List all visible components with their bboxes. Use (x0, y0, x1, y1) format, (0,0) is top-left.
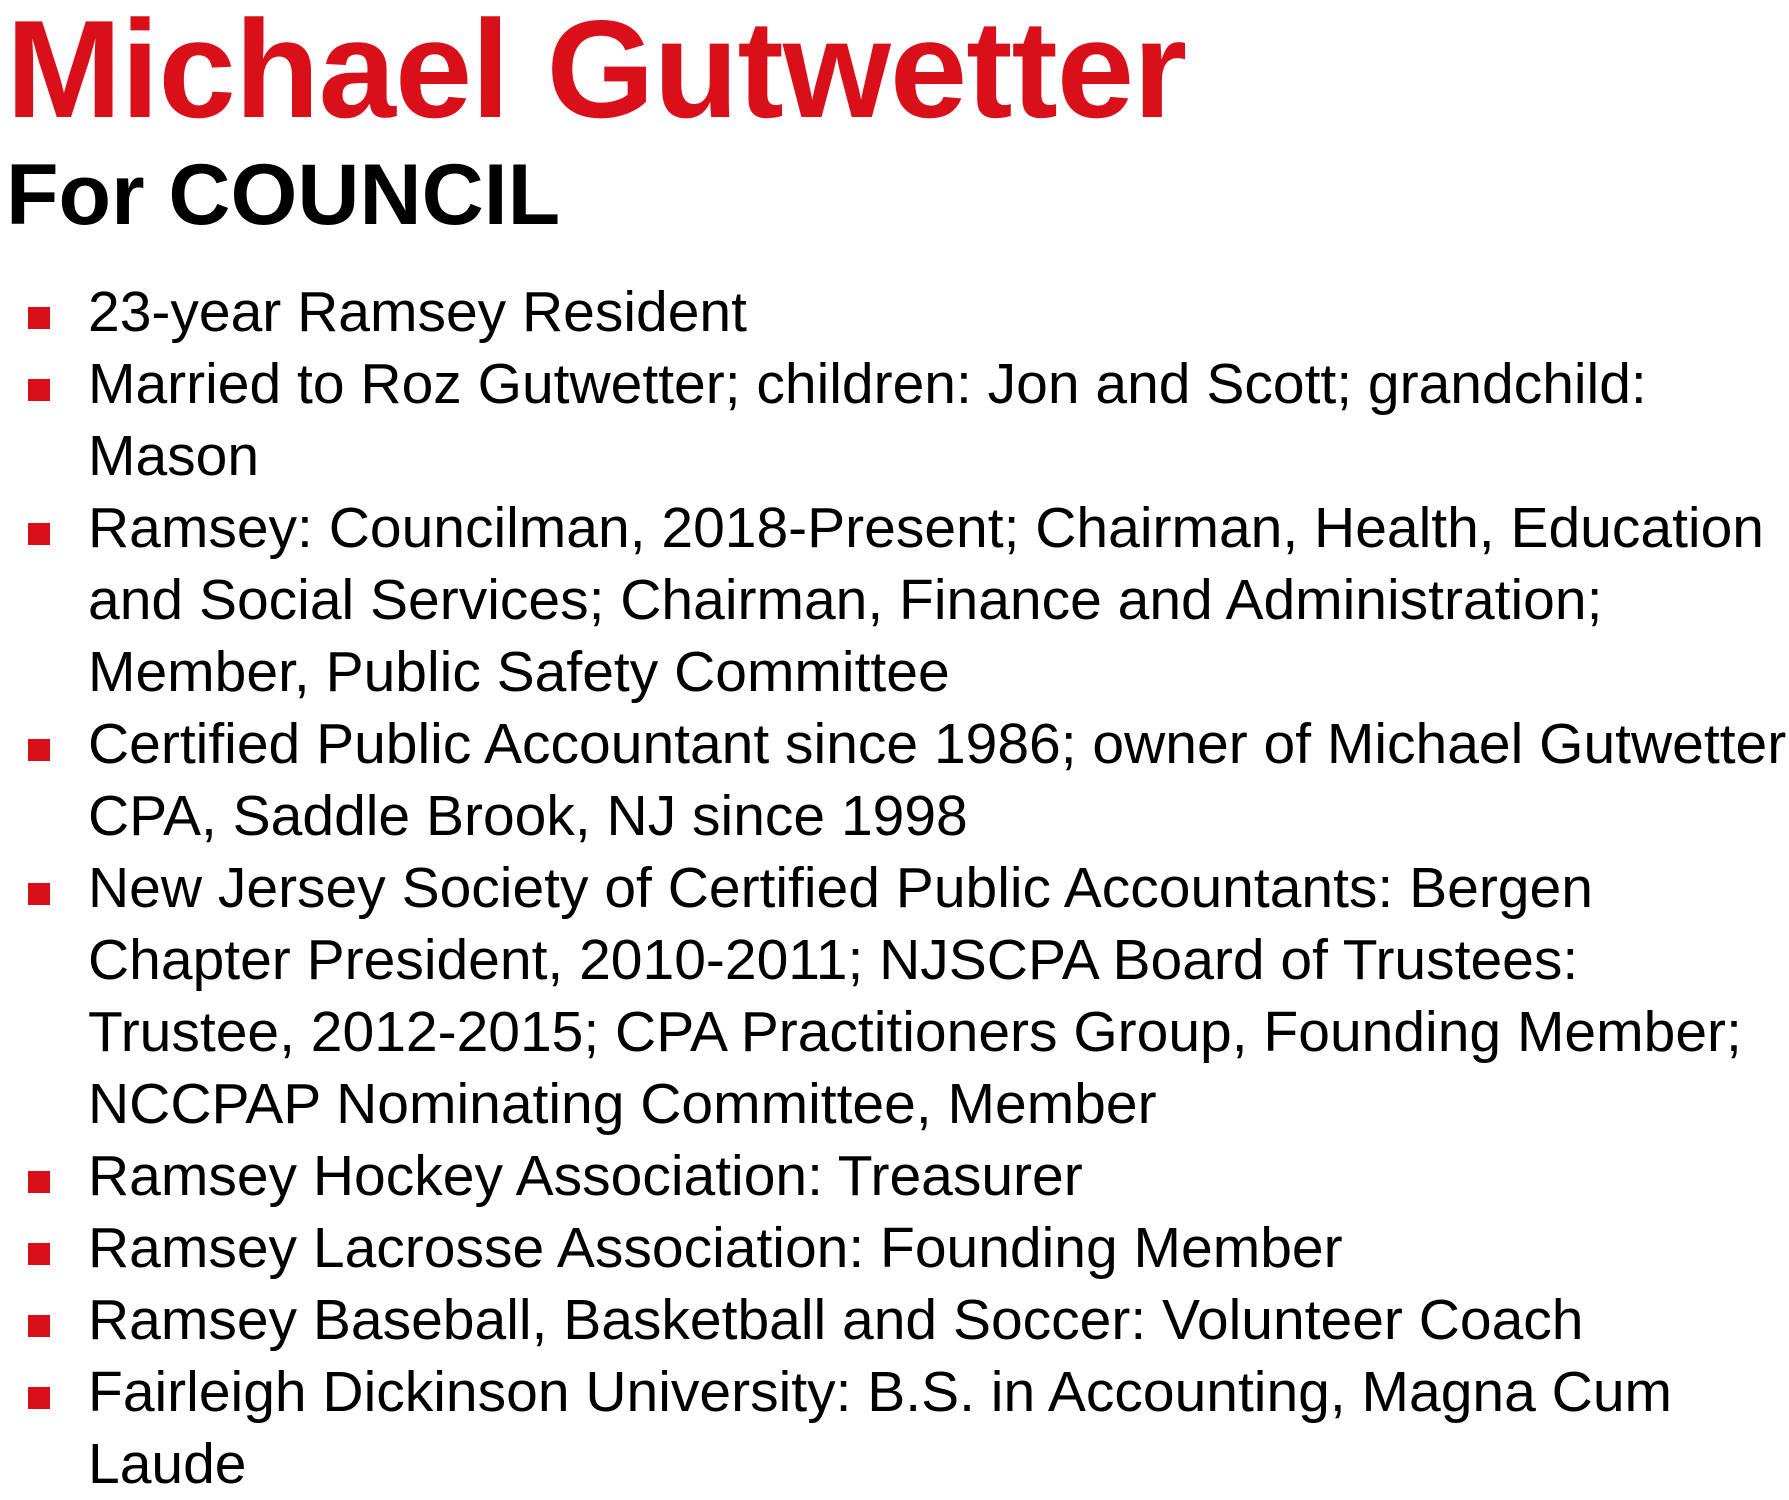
candidate-name: Michael Gutwetter (6, 0, 1187, 147)
bio-item (6, 1212, 1788, 1284)
bio-item-text: Ramsey Baseball, Basketball and Soccer: Volunteer Coach (88, 1288, 1584, 1352)
bio-item-text: Ramsey Hockey Association: Treasurer (88, 1144, 1083, 1208)
square-bullet-icon (28, 1243, 50, 1265)
bio-list (6, 276, 1787, 1500)
bio-item-text: Fairleigh Dickinson University: B.S. in Accounting, Magna Cum Laude (88, 1360, 1673, 1496)
square-bullet-icon (28, 523, 50, 545)
square-bullet-icon (28, 1315, 50, 1337)
square-bullet-icon (28, 883, 50, 905)
campaign-flyer (6, 0, 1787, 1500)
bio-item-text: 23-year Ramsey Resident (88, 280, 747, 344)
bio-item (6, 348, 1788, 492)
square-bullet-icon (28, 739, 50, 761)
office-sought: For COUNCIL (6, 147, 561, 243)
bio-item (6, 1284, 1788, 1356)
square-bullet-icon (28, 307, 50, 329)
bio-item-text: New Jersey Society of Certified Public Accountants: Bergen Chapter President, 2010-2011; NJSCPA Board of Trustees: Trustee, 2012-2015; CPA Practitioners Group, Founding Member; NCCPAP Nominating Committee, Member (88, 856, 1742, 1136)
bio-item-text: Married to Roz Gutwetter; children: Jon and Scott; grandchild: Mason (88, 352, 1647, 488)
bio-item-text: Ramsey Lacrosse Association: Founding Member (88, 1216, 1343, 1280)
bio-item-text: Ramsey: Councilman, 2018-Present; Chairman, Health, Education and Social Services; Chairman, Finance and Administration; Member, Public Safety Committee (88, 496, 1764, 704)
bio-item (6, 708, 1788, 852)
bio-item (6, 1140, 1788, 1212)
square-bullet-icon (28, 1387, 50, 1409)
bio-item (6, 1356, 1788, 1500)
bio-item (6, 276, 1788, 348)
bio-item-text: Certified Public Accountant since 1986; owner of Michael Gutwetter CPA, Saddle Brook, NJ since 1998 (88, 712, 1787, 848)
square-bullet-icon (28, 379, 50, 401)
square-bullet-icon (28, 1171, 50, 1193)
bio-item (6, 492, 1788, 708)
bio-item (6, 852, 1788, 1140)
